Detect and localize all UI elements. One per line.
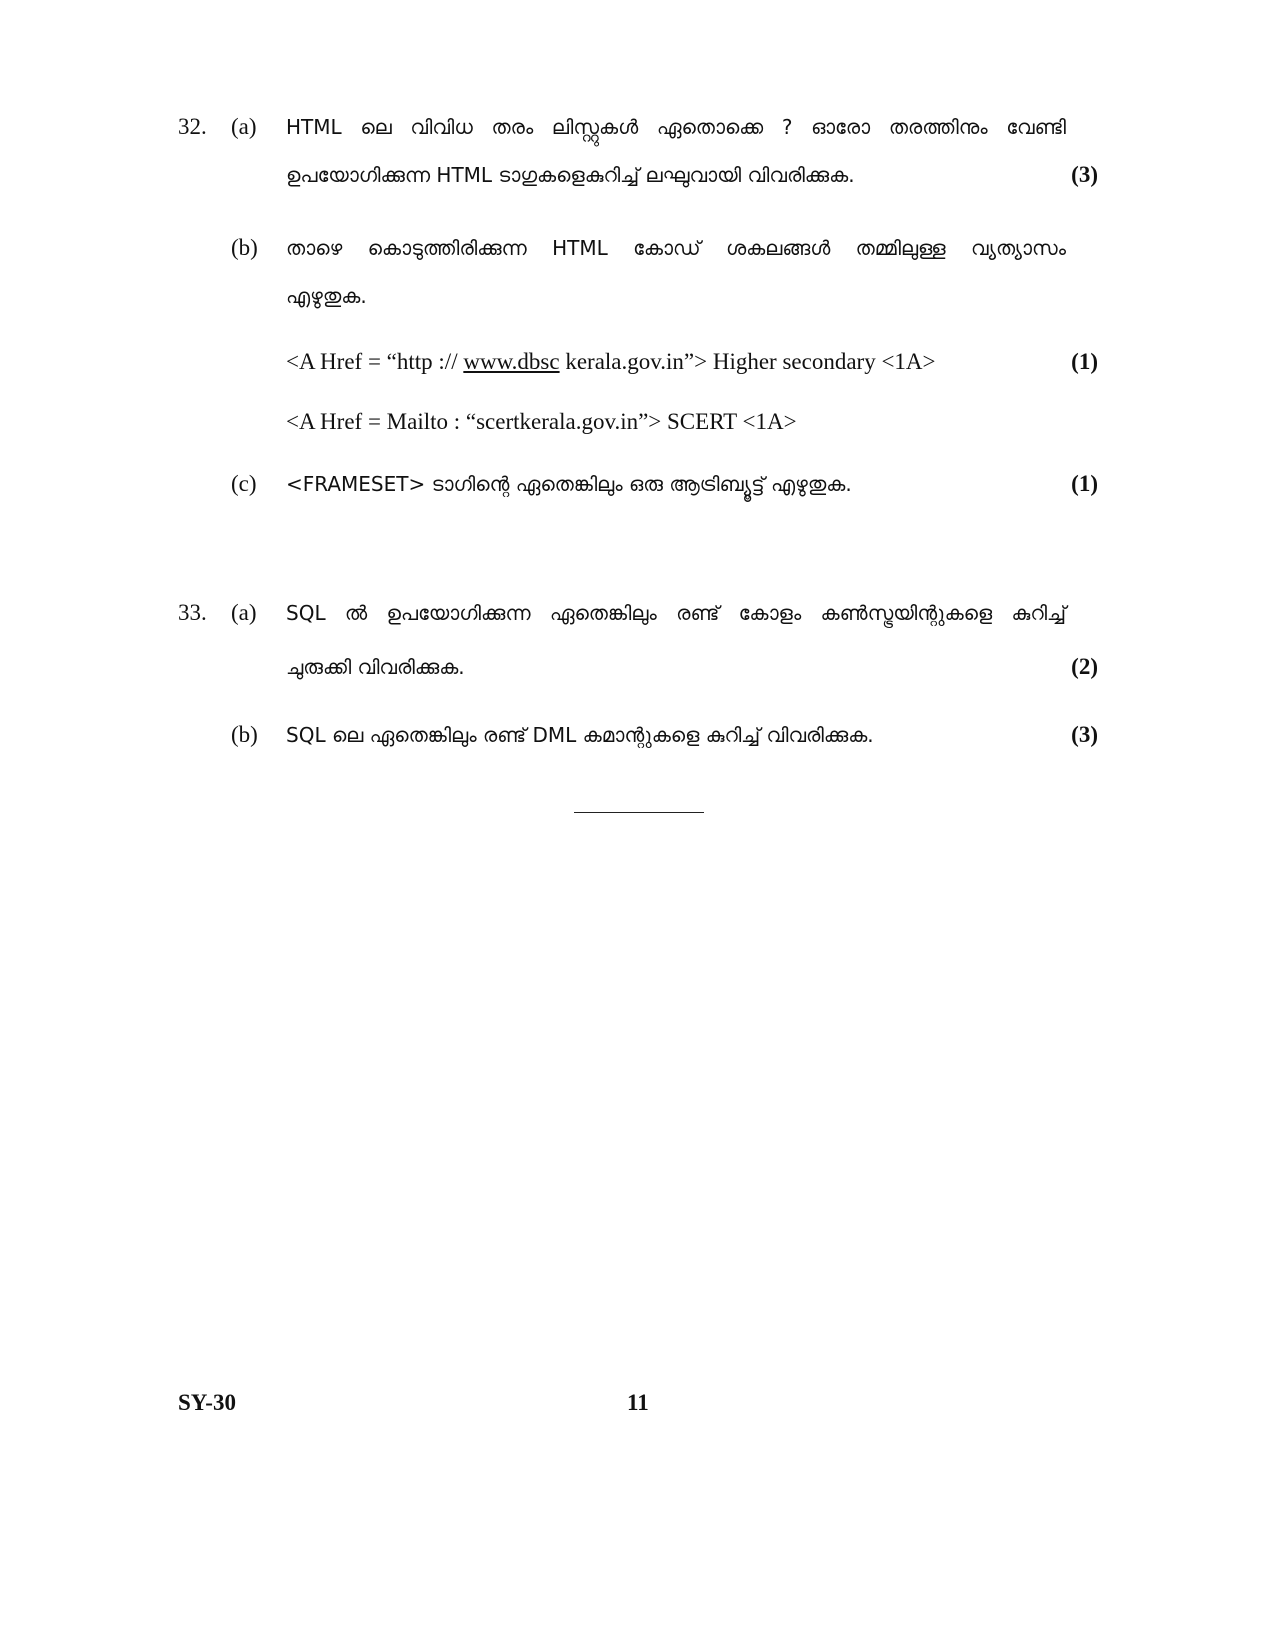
question-32a-line1: HTML ലെ വിവിധ തരം ലിസ്റ്റുകൾ ഏതൊക്കെ ? ഓരോ തരത്തിനും വേണ്ടി [286, 115, 1066, 139]
question-33a-marks: (2) [1071, 654, 1098, 679]
question-33a-line2: ചുരുക്കി വിവരിക്കുക. [286, 655, 465, 679]
question-32b-line1: താഴെ കൊടുത്തിരിക്കുന്ന HTML കോഡ് ശകലങ്ങൾ തമ്മിലുള്ള വ്യത്യാസം [286, 236, 1066, 260]
code1-prefix: <A Href = “http :// [286, 349, 464, 374]
end-divider [574, 812, 704, 813]
question-33b-line1: SQL ലെ ഏതെങ്കിലും രണ്ട് DML കമാന്റുകളെ കുറിച്ച് വിവരിക്കുക. [286, 723, 874, 747]
html-code-line-1 [286, 347, 936, 377]
question-32c-line1: <FRAMESET> ടാഗിന്റെ ഏതെങ്കിലും ഒരു ആട്രിബ്യൂട്ട് എഴുതുക. [286, 472, 852, 496]
code1-suffix: kerala.gov.in”> Higher secondary <1A> [559, 349, 936, 374]
question-33a-line1: SQL ൽ ഉപയോഗിക്കുന്ന ഏതെങ്കിലും രണ്ട് കോളം കൺസ്ട്രയിന്റുകളെ കുറിച്ച് [286, 601, 1066, 625]
question-32a-marks: (3) [1071, 162, 1098, 187]
question-33b-label: (b) [231, 722, 258, 747]
question-32c-marks: (1) [1071, 471, 1098, 496]
question-32b-marks: (1) [1071, 349, 1098, 374]
question-number-32: 32. [178, 114, 207, 139]
code1-link: www.dbsc [463, 349, 560, 374]
question-32c-label: (c) [231, 471, 257, 496]
footer-paper-code: SY-30 [178, 1390, 236, 1415]
question-number-33: 33. [178, 600, 207, 625]
question-33a-label: (a) [231, 600, 257, 625]
question-32a-label: (a) [231, 114, 257, 139]
question-33b-marks: (3) [1071, 722, 1098, 747]
footer-page-number: 11 [627, 1390, 649, 1415]
question-32b-line2: എഴുതുക. [286, 284, 367, 308]
question-32b-label: (b) [231, 235, 258, 260]
html-code-line-2: <A Href = Mailto : “scertkerala.gov.in”> SCERT <1A> [286, 409, 797, 434]
question-32a-line2: ഉപയോഗിക്കുന്ന HTML ടാഗുകളെകുറിച്ച് ലഘുവായി വിവരിക്കുക. [286, 163, 855, 187]
